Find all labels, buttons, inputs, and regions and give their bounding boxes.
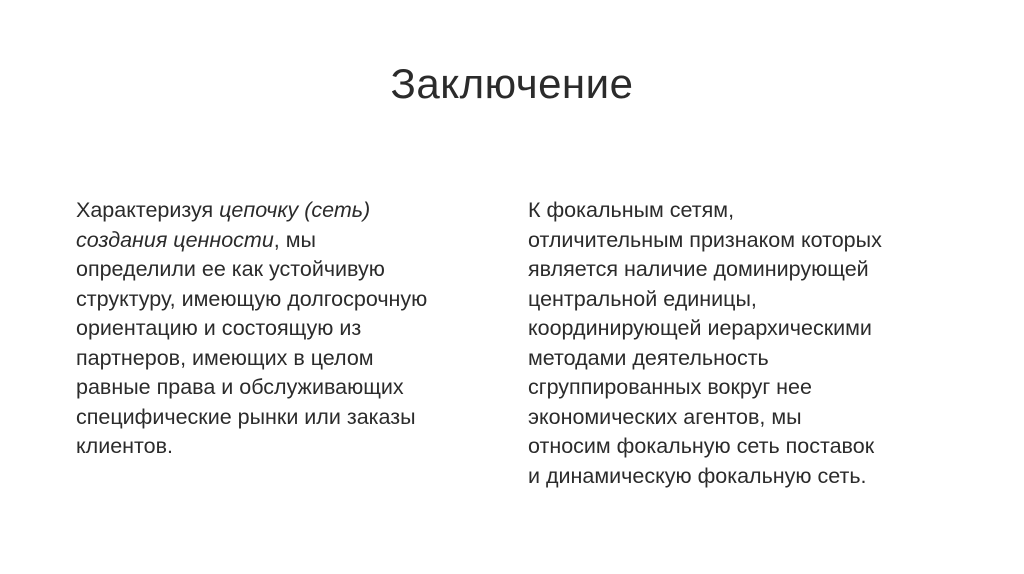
left-line-5: ориентацию и состоящую из xyxy=(76,316,362,340)
left-line-9: клиентов. xyxy=(76,434,173,458)
left-line-8: специфические рынки или заказы xyxy=(76,404,416,429)
right-line-7: сгруппированных вокруг нее xyxy=(528,375,812,399)
right-line-3: является наличие доминирующей xyxy=(528,257,869,281)
left-line-1-emphasis: цепочку (сеть) xyxy=(219,198,371,222)
right-line-5: координирующей иерархическими xyxy=(528,316,872,340)
right-text-column xyxy=(528,196,968,491)
left-line-6: партнеров, имеющих в целом xyxy=(76,345,374,370)
left-line-7: равные права и обслуживающих xyxy=(76,375,404,399)
left-line-1-text: Характеризуя xyxy=(76,198,220,222)
left-line-4: структуру, имеющую долгосрочную xyxy=(76,286,428,311)
right-line-4: центральной единицы, xyxy=(528,286,757,311)
left-line-2-emphasis: создания ценности xyxy=(76,227,274,252)
left-line-3: определили ее как устойчивую xyxy=(76,257,385,281)
right-line-6: методами деятельность xyxy=(528,345,769,370)
left-text-column xyxy=(76,196,506,462)
right-line-1: К фокальным сетям, xyxy=(528,198,735,222)
left-line-2-text: , мы xyxy=(273,227,316,252)
right-line-9: относим фокальную сеть поставок xyxy=(528,434,875,458)
slide-title: Заключение xyxy=(390,60,634,107)
right-line-10: и динамическую фокальную сеть. xyxy=(528,463,867,488)
left-line-1 xyxy=(76,196,506,226)
right-line-8: экономических агентов, мы xyxy=(528,404,802,429)
right-line-2: отличительным признаком которых xyxy=(528,227,882,252)
left-line-2 xyxy=(76,226,506,256)
